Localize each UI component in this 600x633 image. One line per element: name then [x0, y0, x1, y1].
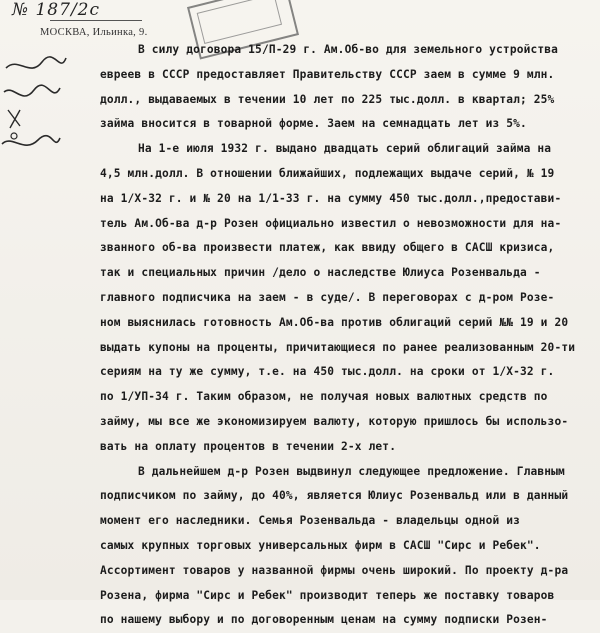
text-line: званного об-ва произвести платеж, как ввиду общего в САСШ кризиса, — [100, 241, 555, 255]
text-line: по нашему выбору и по договоренным ценам на сумму подписки Розен- — [100, 613, 548, 627]
handwritten-annotation — [0, 48, 70, 168]
text-line: момент его наследники. Семья Розенвальда - владельцы одной из — [100, 514, 521, 528]
text-line: главного подписчика на заем - в суде/. В переговорах с д-ром Розе- — [100, 290, 555, 304]
letter-body — [100, 38, 590, 633]
text-line: вать на оплату процентов в течении 2-х лет. — [100, 439, 397, 453]
text-line: сериям на ту же сумму, т.е. на 450 тыс.долл. на сроки от 1/Х-32 г. — [100, 365, 555, 379]
document-number — [12, 0, 100, 20]
text-line: ном выяснилась готовность Ам.Об-ва против облигаций серий №№ 19 и 20 — [100, 315, 569, 329]
text-line: самых крупных торговых универсальных фирм в САСШ "Сирс и Ребек". — [100, 538, 541, 552]
number-underline — [50, 20, 142, 21]
text-line: займа вносится в товарной форме. Заем на семнадцать лет из 5%. — [100, 117, 527, 131]
text-line: так и специальных причин /дело о наследстве Юлиуса Розенвальда - — [100, 266, 541, 280]
text-line: тель Ам.Об-ва д-р Розен официально известил о невозможности для на- — [100, 216, 562, 230]
text-line: на 1/Х-32 г. и № 20 на 1/1-33 г. на сумму 450 тыс.долл.,предостави- — [100, 191, 562, 205]
text-line: по 1/УП-34 г. Таким образом, не получая новых валютных средств по — [100, 390, 548, 404]
text-line: займу, мы все же экономизируем валюту, которую пришлось бы использо- — [100, 414, 569, 428]
text-line: подписчиком по займу, до 40%, является Юлиус Розенвальд или в данный — [100, 489, 569, 503]
sender-address: МОСКВА, Ильинка, 9. — [40, 27, 148, 38]
text-line: В дальнейшем д-р Розен выдвинул следующее предложение. Главным — [138, 464, 565, 478]
text-line: Ассортимент товаров у названной фирмы очень широкий. По проекту д-ра — [100, 563, 569, 577]
text-line: В силу договора 15/П-29 г. Ам.Об-во для земельного устройства — [138, 43, 559, 56]
document-number-text: № 187/2c — [12, 0, 101, 20]
text-line: 4,5 млн.долл. В отношении ближайших, подлежащих выдаче серий, № 19 — [100, 166, 555, 180]
text-line: выдать купоны на проценты, причитающиеся по ранее реализованным 20-ти — [100, 340, 576, 354]
text-line: Розена, фирма "Сирс и Ребек" производит теперь же поставку товаров — [100, 588, 555, 602]
text-line: На 1-е июля 1932 г. выдано двадцать серий облигаций займа на — [138, 142, 552, 156]
text-line: долл., выдаваемых в течении 10 лет по 225 тыс.долл. в квартал; 25% — [100, 92, 555, 106]
text-line: евреев в СССР предоставляет Правительству СССР заем в сумме 9 млн. — [100, 67, 555, 81]
